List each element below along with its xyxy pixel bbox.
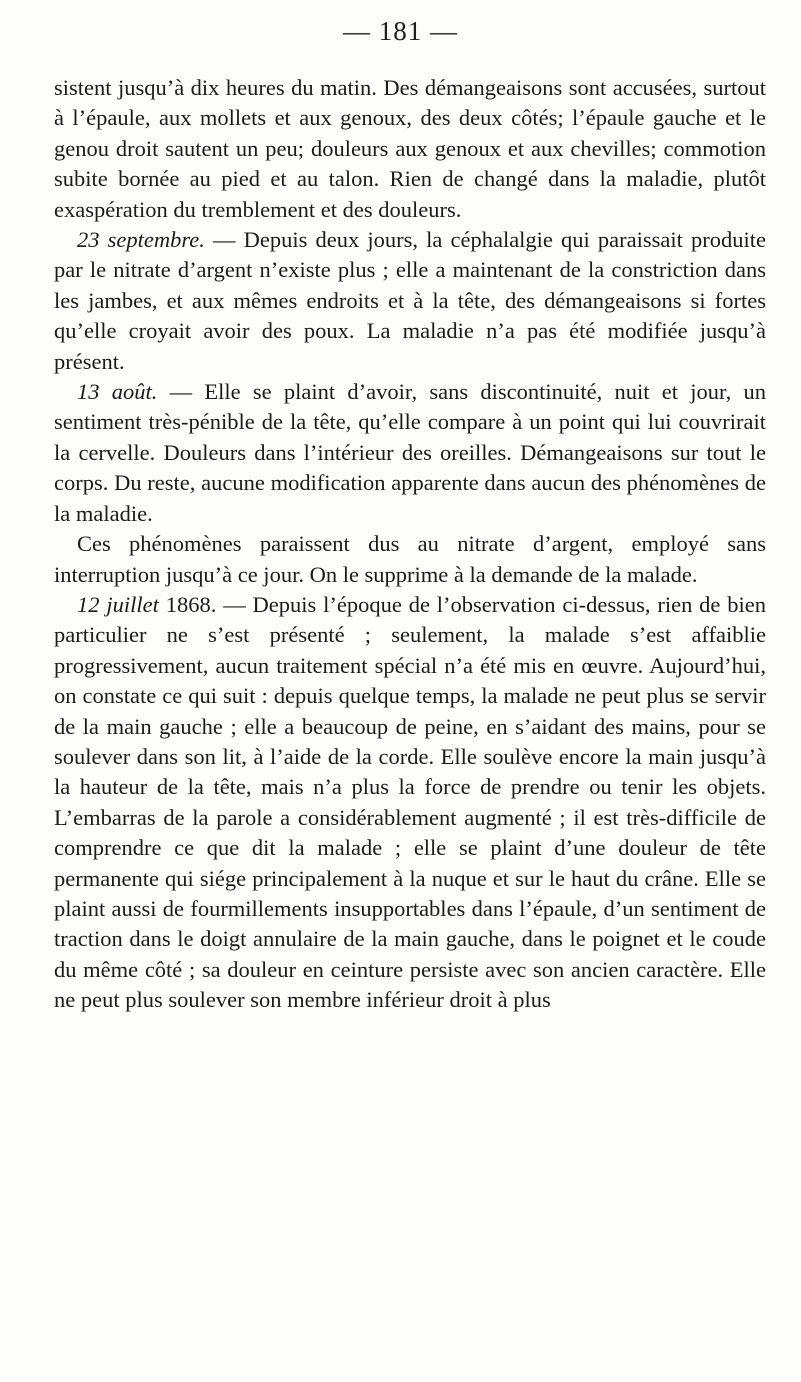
paragraph-12-juillet <box>54 590 766 1016</box>
paragraph-text: sistent jusqu’à dix heures du matin. Des démangeaisons sont accusées, surtout à l’épaule, aux mollets et aux genoux, des deux côtés; l’épaule gauche et le genou droit sautent un peu; douleurs aux genoux et aux chevilles; commotion subite bornée au pied et au talon. Rien de changé dans la maladie, plutôt exaspération du tremblement et des douleurs. <box>54 75 766 222</box>
entry-date: 13 août. <box>77 379 158 405</box>
paragraph-text: — Elle se plaint d’avoir, sans discontinuité, nuit et jour, un sentiment très-pénible de la tête, qu’elle compare à un point qui lui couvrirait la cervelle. Douleurs dans l’intérieur des oreilles. Démangeaisons sur tout le corps. Du reste, aucune modification apparente dans aucun des phénomènes de la maladie. <box>54 379 766 526</box>
paragraph-text: — Depuis deux jours, la céphalalgie qui paraissait produite par le nitrate d’argent n’existe plus ; elle a maintenant de la constriction dans les jambes, et aux mêmes endroits et à la tête, des démangeaisons si fortes qu’elle croyait avoir des poux. La maladie n’a pas été modifiée jusqu’à présent. <box>54 227 766 374</box>
paragraph-text: Ces phénomènes paraissent dus au nitrate d’argent, employé sans interruption jusqu’à ce jour. On le supprime à la demande de la malade. <box>54 531 766 587</box>
paragraph-continuation <box>54 73 766 225</box>
paragraph-nitrate <box>54 529 766 590</box>
paragraph-text: 1868. — Depuis l’époque de l’observation ci-dessus, rien de bien particulier ne s’est présenté ; seulement, la malade s’est affaiblie progressivement, aucun traitement spécial n’a été mis en œuvre. Aujourd’hui, on constate ce qui suit : depuis quelque temps, la malade ne peut plus se servir de la main gauche ; elle a beaucoup de peine, en s’aidant des mains, pour se soulever dans son lit, à l’aide de la corde. Elle soulève encore la main jusqu’à la hauteur de la tête, mais n’a plus la force de prendre ou tenir les objets. L’embarras de la parole a considérablement augmenté ; il est très-difficile de comprendre ce que dit la malade ; elle se plaint d’une douleur de tête permanente qui siége principalement à la nuque et sur le haut du crâne. Elle se plaint aussi de fourmillements insupportables dans l’épaule, d’un sentiment de traction dans le doigt annulaire de la main gauche, dans le poignet et le coude du même côté ; sa douleur en ceinture persiste avec son ancien caractère. Elle ne peut plus soulever son membre inférieur droit à plus <box>54 591 767 1013</box>
paragraph-23-septembre <box>54 225 766 377</box>
entry-date: 12 juillet <box>77 591 159 617</box>
page-number: — 181 — <box>343 16 458 46</box>
paragraph-13-aout <box>54 377 766 529</box>
entry-date: 23 septembre. <box>77 227 205 253</box>
body-text <box>54 73 766 1016</box>
